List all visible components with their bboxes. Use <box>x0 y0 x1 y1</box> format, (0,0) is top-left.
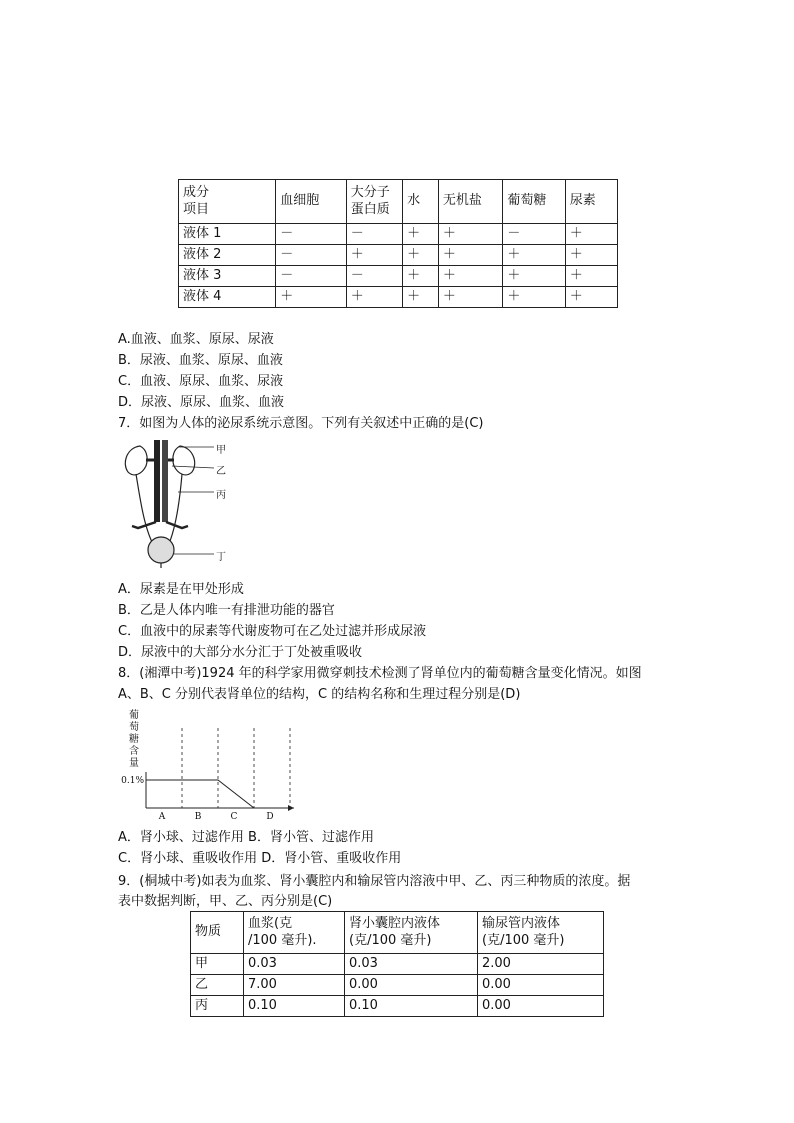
cell: ＋ <box>438 224 502 245</box>
col-header: 尿素 <box>565 180 617 224</box>
x-tick-label: A <box>158 812 166 822</box>
row-label: 甲 <box>191 954 244 975</box>
cell: ＋ <box>346 245 402 266</box>
vena-cava <box>162 440 168 522</box>
q6-option-b: B．尿液、血浆、原尿、血液 <box>118 353 283 368</box>
cell: ＋ <box>403 245 439 266</box>
table-row <box>179 287 618 308</box>
q6-option-a: A.血液、血浆、原尿、尿液 <box>118 332 274 347</box>
cell: ＋ <box>346 287 402 308</box>
q9-stem-line2: 表中数据判断，甲、乙、丙分别是(C) <box>118 894 333 909</box>
x-tick-label: D <box>266 812 274 822</box>
cell: － <box>346 266 402 287</box>
col-header: 物质 <box>191 912 244 954</box>
label-jia: 甲 <box>216 445 226 456</box>
q8-options-line2: C．肾小球、重吸收作用 D．肾小管、重吸收作用 <box>118 851 402 866</box>
col-header: 血细胞 <box>276 180 347 224</box>
table-row <box>179 224 618 245</box>
x-tick-label: C <box>230 812 238 822</box>
row-label: 液体 3 <box>179 266 276 287</box>
q8-stem-line2: A、B、C 分别代表肾单位的结构，C 的结构名称和生理过程分别是(D) <box>118 687 521 702</box>
row-label: 乙 <box>191 975 244 996</box>
row-label: 液体 1 <box>179 224 276 245</box>
col-header: 无机盐 <box>438 180 502 224</box>
cell: － <box>503 224 565 245</box>
cell: ＋ <box>403 224 439 245</box>
bladder <box>148 537 174 563</box>
right-kidney <box>173 446 195 475</box>
col-header: 血浆(克 /100 毫升). <box>244 912 345 954</box>
table-concentrations <box>190 911 604 1017</box>
col-header: 肾小囊腔内液体 (克/100 毫升) <box>345 912 478 954</box>
left-kidney <box>125 446 147 475</box>
glucose-chart <box>118 708 308 822</box>
x-tick-label: B <box>194 812 202 822</box>
table-fluid-components <box>178 179 618 308</box>
cell: ＋ <box>565 287 617 308</box>
left-ureter <box>136 474 154 546</box>
label-bing: 丙 <box>216 490 226 501</box>
q7-option-d: D．尿液中的大部分水分汇于丁处被重吸收 <box>118 645 363 660</box>
cell: － <box>276 224 347 245</box>
cell: ＋ <box>565 224 617 245</box>
cell: ＋ <box>503 287 565 308</box>
q7-option-b: B．乙是人体内唯一有排泄功能的器官 <box>118 603 335 618</box>
cell: ＋ <box>503 266 565 287</box>
table-row <box>179 266 618 287</box>
q7-option-a: A．尿素是在甲处形成 <box>118 582 244 597</box>
cell: 0.00 <box>478 996 604 1017</box>
cell: － <box>346 224 402 245</box>
label-ding: 丁 <box>216 552 226 563</box>
cell: 0.00 <box>345 975 478 996</box>
label-yi: 乙 <box>216 466 226 477</box>
cell: ＋ <box>438 266 502 287</box>
cell: － <box>276 266 347 287</box>
col-header: 葡萄糖 <box>503 180 565 224</box>
cell: 0.10 <box>345 996 478 1017</box>
header-top: 成分 <box>183 185 210 201</box>
cell: ＋ <box>565 245 617 266</box>
table-row <box>191 996 604 1017</box>
cell: 0.00 <box>478 975 604 996</box>
col-header: 大分子 蛋白质 <box>346 180 402 224</box>
header-corner <box>179 180 276 224</box>
cell: 2.00 <box>478 954 604 975</box>
cell: 0.03 <box>244 954 345 975</box>
cell: ＋ <box>276 287 347 308</box>
right-ureter <box>168 474 182 546</box>
cell: ＋ <box>403 287 439 308</box>
header-bottom: 项目 <box>183 201 210 217</box>
aorta <box>154 440 160 522</box>
col-header: 输尿管内液体 (克/100 毫升) <box>478 912 604 954</box>
q6-option-c: C．血液、原尿、血浆、尿液 <box>118 374 284 389</box>
q7-stem: 7．如图为人体的泌尿系统示意图。下列有关叙述中正确的是(C) <box>118 416 484 431</box>
q8-options-line1: A．肾小球、过滤作用 B．肾小管、过滤作用 <box>118 830 374 845</box>
cell: ＋ <box>565 266 617 287</box>
cell: － <box>276 245 347 266</box>
row-label: 液体 4 <box>179 287 276 308</box>
cell: ＋ <box>438 245 502 266</box>
q8-stem-line1: 8．(湘潭中考)1924 年的科学家用微穿刺技术检测了肾单位内的葡萄糖含量变化情况。如图 <box>118 666 642 681</box>
cell: ＋ <box>403 266 439 287</box>
chart-ylabel: 葡萄糖含量 <box>129 710 139 769</box>
cell: 0.10 <box>244 996 345 1017</box>
q7-option-c: C．血液中的尿素等代谢废物可在乙处过滤并形成尿液 <box>118 624 427 639</box>
col-header: 水 <box>403 180 439 224</box>
table-row <box>191 975 604 996</box>
q6-option-d: D．尿液、原尿、血浆、血液 <box>118 395 285 410</box>
y-tick-label: 0.1% <box>121 776 144 786</box>
table-row <box>191 954 604 975</box>
row-label: 丙 <box>191 996 244 1017</box>
table-row <box>179 245 618 266</box>
cell: ＋ <box>438 287 502 308</box>
cell: 7.00 <box>244 975 345 996</box>
q9-stem-line1: 9．(桐城中考)如表为血浆、肾小囊腔内和输尿管内溶液中甲、乙、丙三种物质的浓度。据 <box>118 874 631 889</box>
cell: 0.03 <box>345 954 478 975</box>
cell: ＋ <box>503 245 565 266</box>
row-label: 液体 2 <box>179 245 276 266</box>
